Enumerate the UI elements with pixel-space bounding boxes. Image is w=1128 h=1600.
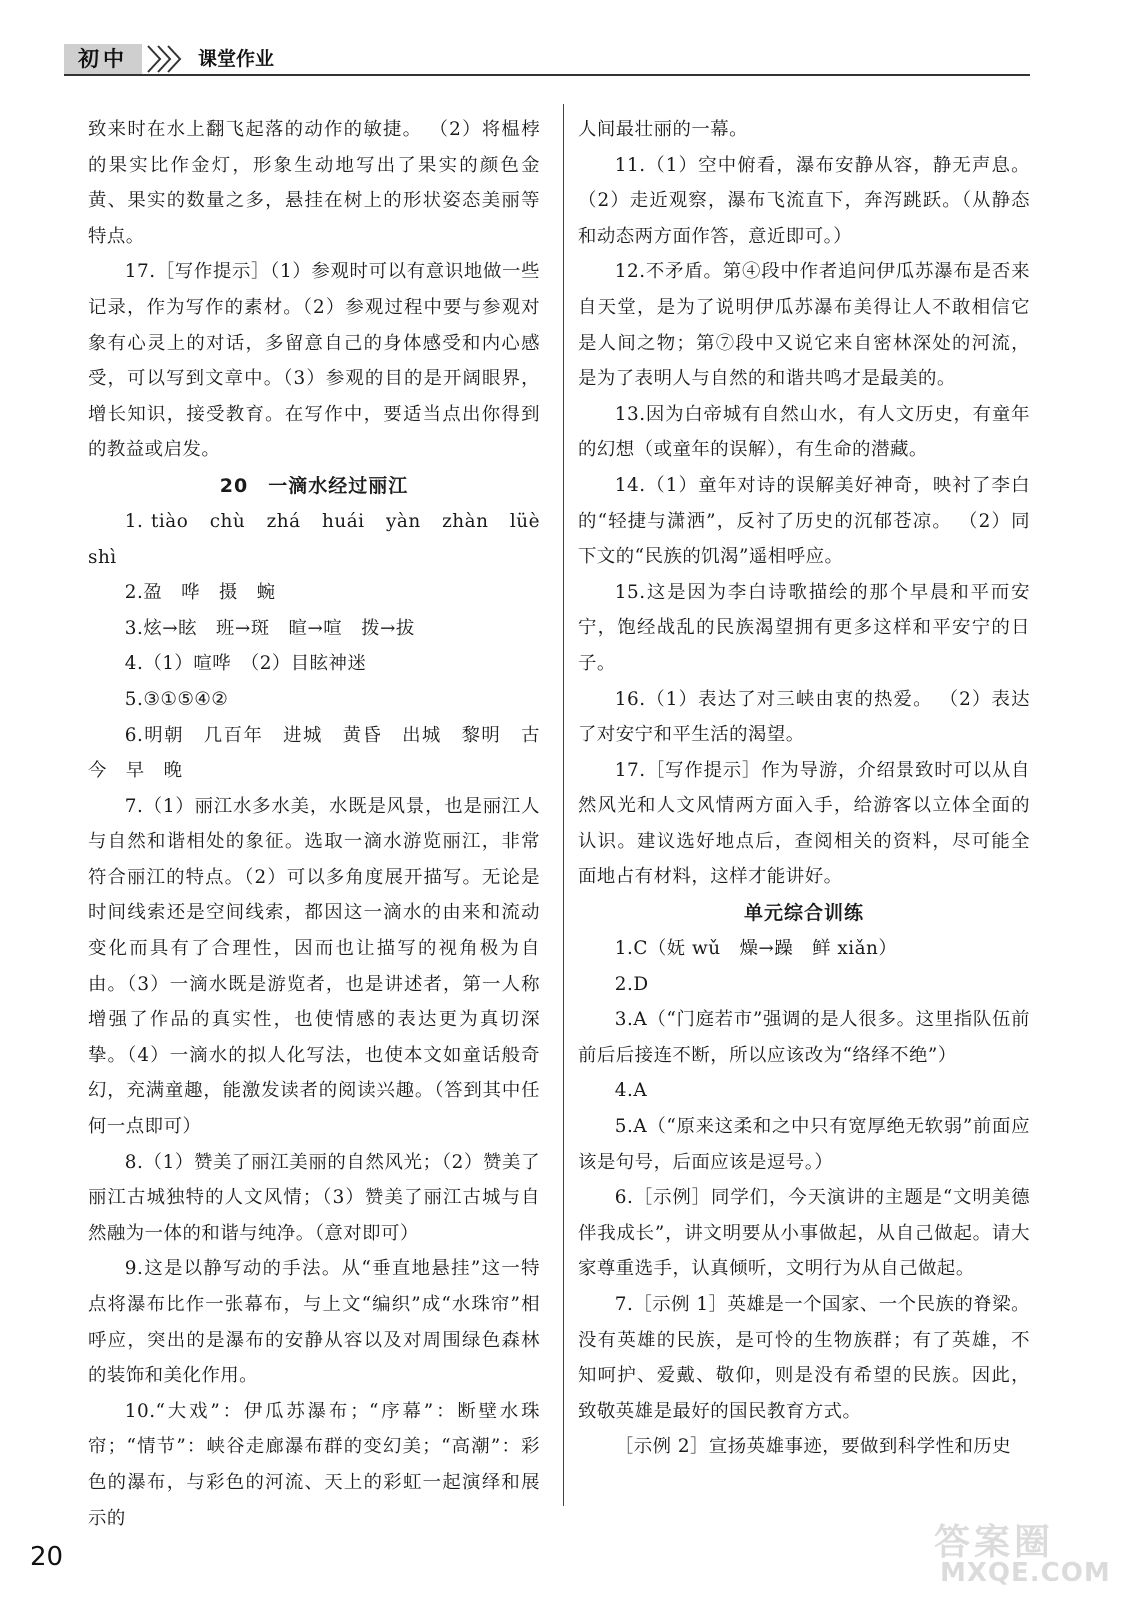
answer-1-pinyin: 1. tiào chù zhá huái yàn zhàn lüè shì bbox=[88, 510, 540, 568]
lesson-20-title: 20 一滴水经过丽江 bbox=[219, 474, 409, 497]
right-column bbox=[578, 112, 1030, 1465]
unit-review-title: 单元综合训练 bbox=[743, 902, 864, 925]
answer-6: 6.明朝 几百年 进城 黄昏 出城 黎明 古 今 早 晚 bbox=[88, 724, 559, 782]
answer-14: 14.（1）童年对诗的误解美好神奇，映衬了李白的“轻捷与潇洒”，反衬了历史的沉郁苍凉。 （2）同下文的“民族的饥渴”遥相呼应。 bbox=[578, 474, 1030, 568]
watermark-top-text: 答案圈 bbox=[934, 1522, 1055, 1563]
review-answer-7-example-2: ［示例 2］宣扬英雄事迹，要做到科学性和历史 bbox=[614, 1436, 1012, 1458]
answer-11: 11.（1）空中俯看，瀑布安静从容，静无声息。（2）走近观察，瀑布飞流直下，奔泻跳跃。（从静态和动态两方面作答，意近即可。） bbox=[578, 154, 1030, 247]
chevron-double-icon bbox=[144, 44, 184, 74]
review-answer-1: 1.C（妩 wǔ 燥→躁 鲜 xiǎn） bbox=[614, 938, 898, 960]
answer-17: 17.［写作提示］作为导游，介绍景致时可以从自然风光和人文风情两方面入手，给游客以立体全面的认识。建议选好地点后，查阅相关的资料，尽可能全面地占有材料，这样才能讲好。 bbox=[578, 759, 1030, 888]
header-rule bbox=[64, 74, 1030, 76]
review-answer-6: 6.［示例］同学们，今天演讲的主题是“文明美德伴我成长”，讲文明要从小事做起，从自己做起。请大家尊重选手，认真倾听，文明行为从自己做起。 bbox=[578, 1187, 1030, 1280]
answer-paragraph: 致来时在水上翻飞起落的动作的敏捷。 （2）将榅桲的果实比作金灯，形象生动地写出了果实的颜色金黄、果实的数量之多，悬挂在树上的形状姿态美丽等特点。 bbox=[88, 119, 540, 247]
answer-15: 15.这是因为李白诗歌描绘的那个早晨和平而安宁，饱经战乱的民族渴望拥有更多这样和平安宁的日子。 bbox=[578, 581, 1030, 674]
answer-10-continued: 人间最壮丽的一幕。 bbox=[578, 119, 749, 140]
page-number: 20 bbox=[30, 1542, 64, 1572]
watermark-url-text: MXQE.COM bbox=[940, 1558, 1111, 1588]
answer-12: 12.不矛盾。第④段中作者追问伊瓜苏瀑布是否来自天堂，是为了说明伊瓜苏瀑布美得让人不敢相信它是人间之物；第⑦段中又说它来自密林深处的河流，是为了表明人与自然的和谐共鸣才是最美的。 bbox=[578, 261, 1030, 390]
left-column bbox=[88, 112, 559, 1536]
review-answer-5: 5.A（“原来这柔和之中只有宽厚绝无软弱”前面应该是句号，后面应该是逗号。） bbox=[578, 1116, 1030, 1173]
answer-17-writing-tip: 17.［写作提示］（1）参观时可以有意识地做一些记录，作为写作的素材。（2）参观过程中要与参观对象有心灵上的对话，多留意自己的身体感受和内心感受，可以写到文章中。（3）参观的目的是开阔眼界，增长知识，接受教育。在写作中，要适当点出你得到的教益或启发。 bbox=[88, 261, 540, 461]
answer-2: 2.盈 哗 摄 蜿 bbox=[124, 582, 276, 604]
page-header bbox=[64, 44, 1030, 76]
column-divider bbox=[563, 104, 564, 1506]
review-answer-4: 4.A bbox=[614, 1080, 648, 1102]
watermark-logo bbox=[928, 1514, 1111, 1594]
level-tag: 初中 bbox=[64, 44, 142, 74]
answer-4: 4.（1）喧哗 （2）目眩神迷 bbox=[124, 653, 367, 675]
review-answer-3: 3.A（“门庭若市”强调的是人很多。这里指队伍前前后后接连不断，所以应该改为“络绎不绝”） bbox=[578, 1009, 1030, 1066]
answer-5: 5.③①⑤④② bbox=[124, 688, 229, 710]
answer-7: 7.（1）丽江水多水美，水既是风景，也是丽江人与自然和谐相处的象征。选取一滴水游览丽江，非常符合丽江的特点。（2）可以多角度展开描写。无论是时间线索还是空间线索，都因这一滴水的由来和流动变化而具有了合理性，因而也让描写的视角极为自由。（3）一滴水既是游览者，也是讲述者，第一人称增强了作品的真实性，也使情感的表达更为真切深挚。（4）一滴水的拟人化写法，也使本文如童话般奇幻，充满童趣，能激发读者的阅读兴趣。（答到其中任何一点即可） bbox=[88, 795, 540, 1138]
answer-9: 9.这是以静写动的手法。从“垂直地悬挂”这一特点将瀑布比作一张幕布，与上文“编织”成“水珠帘”相呼应，突出的是瀑布的安静从容以及对周围绿色森林的装饰和美化作用。 bbox=[88, 1258, 540, 1387]
review-answer-7-example-1: 7.［示例 1］英雄是一个国家、一个民族的脊梁。没有英雄的民族，是可怜的生物族群；有了英雄，不知呵护、爱戴、敬仰，则是没有希望的民族。因此，致敬英雄是最好的国民教育方式。 bbox=[578, 1294, 1030, 1422]
answer-13: 13.因为白帝城有自然山水，有人文历史，有童年的幻想（或童年的误解），有生命的潜藏。 bbox=[578, 403, 1030, 461]
answer-10: 10.“大戏”：伊瓜苏瀑布；“序幕”：断壁水珠帘；“情节”：峡谷走廊瀑布群的变幻美；“高潮”：彩色的瀑布，与彩色的河流、天上的彩虹一起演绎和展示的 bbox=[88, 1400, 540, 1529]
review-answer-2: 2.D bbox=[614, 973, 649, 995]
answer-8: 8.（1）赞美了丽江美丽的自然风光；（2）赞美了丽江古城独特的人文风情；（3）赞美了丽江古城与自然融为一体的和谐与纯净。（意对即可） bbox=[88, 1151, 540, 1244]
answer-3: 3.炫→眩 班→斑 暄→喧 拨→拔 bbox=[124, 617, 415, 639]
series-title: 课堂作业 bbox=[198, 48, 275, 70]
answer-16: 16.（1）表达了对三峡由衷的热爱。 （2）表达了对安宁和平生活的渴望。 bbox=[578, 688, 1030, 746]
